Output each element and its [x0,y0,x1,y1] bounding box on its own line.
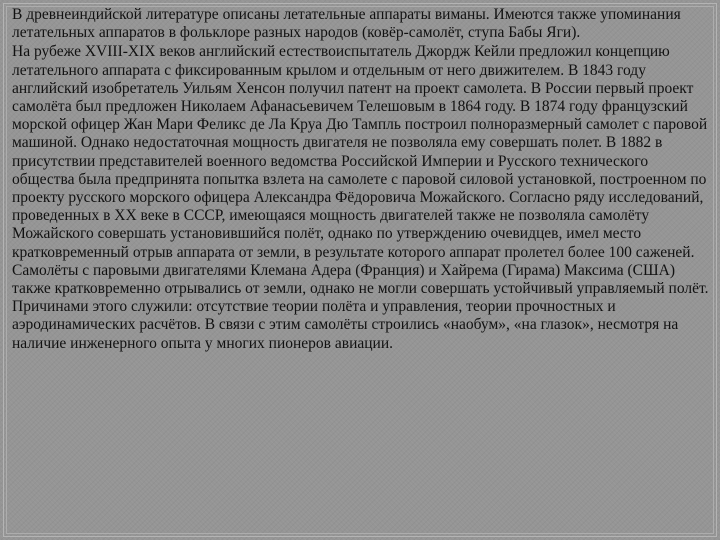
paragraph-intro: В древнеиндийской литературе описаны летательные аппараты виманы. Имеются также упоминания летательных аппаратов в фольклоре разных народов (ковёр-самолёт, ступа Бабы Яги). [12,6,681,42]
slide-text-body [12,6,712,353]
paragraph-history: На рубеже XVIII-XIX веков английский естествоиспытатель Джордж Кейли предложил концепцию летательного аппарата с фиксированным крылом и отдельным от него движителем. В 1843 году английский изобретатель Уильям Хенсон получил патент на проект самолета. В России первый проект самолёта был предложен Николаем Афанасьевичем Телешовым в 1864 году. В 1874 году французский морской офицер Жан Мари Феликс де Ла Круа Дю Тампль построил полноразмерный самолет с паровой машиной. Однако недостаточная мощность двигателя не позволяла ему совершать полет. В 1882 в присутствии представителей военного ведомства Российской Империи и Русского технического общества была предпринята попытка взлета на самолете с паровой силовой установкой, построенном по проекту русского морского офицера Александра Фёдоровича Можайского. Согласно ряду исследований, проведенных в XX веке в СССР, имеющаяся мощность двигателей также не позволяла самолёту Можайского совершать установившийся полёт, однако по утверждению очевидцев, имел место кратковременный отрыв аппарата от земли, в результате которого аппарат пролетел более 100 саженей. Самолёты с паровыми двигателями Клемана Адера (Франция) и Хайрема (Гирама) Максима (США) также кратковременно отрывались от земли, однако не могли совершать устойчивый управляемый полёт. Причинами этого служили: отсутствие теории полёта и управления, теории прочностных и аэродинамических расчётов. В связи с этим самолёты строились «наобум», «на глазок», несмотря на наличие инженерного опыта у многих пионеров авиации. [12,43,709,352]
